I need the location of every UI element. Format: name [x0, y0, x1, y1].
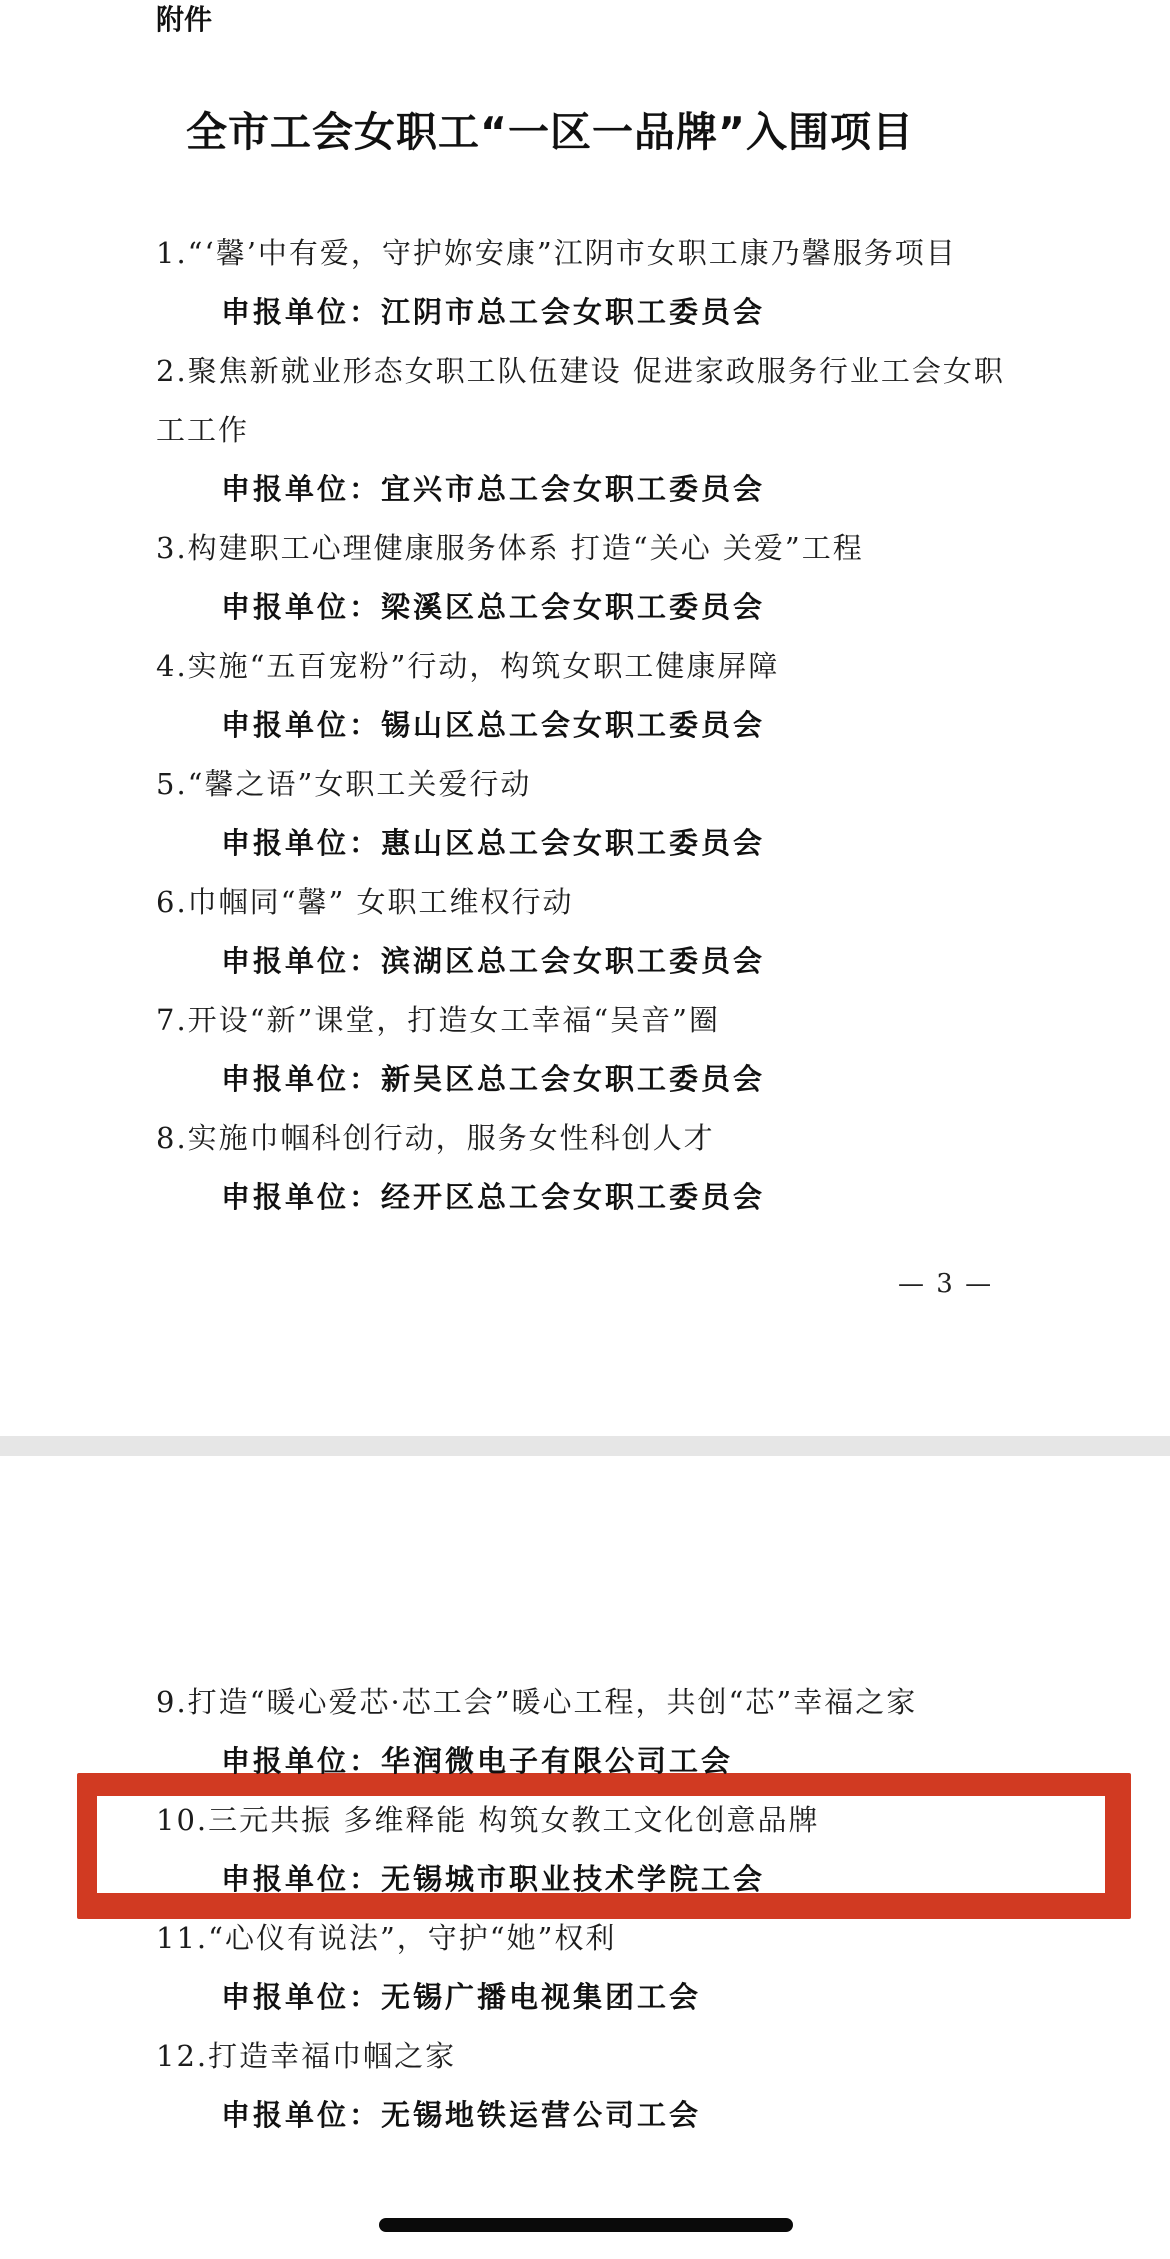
item-3-unit: 申报单位：梁溪区总工会女职工委员会	[221, 590, 766, 624]
item-4-title: 4.实施“五百宠粉”行动，构筑女职工健康屏障	[156, 649, 780, 683]
attachment-label: 附件	[156, 3, 213, 36]
item-2-unit: 申报单位：宜兴市总工会女职工委员会	[221, 472, 766, 506]
item-2-title: 2.聚焦新就业形态女职工队伍建设 促进家政服务行业工会女职	[156, 354, 1005, 388]
item-1-title: 1.“‘馨’中有爱，守护妳安康”江阴市女职工康乃馨服务项目	[156, 236, 957, 270]
item-10-unit: 申报单位：无锡城市职业技术学院工会	[221, 1862, 766, 1896]
item-5-unit: 申报单位：惠山区总工会女职工委员会	[221, 826, 766, 860]
document-title: 全市工会女职工“一区一品牌”入围项目	[186, 108, 914, 156]
home-indicator[interactable]	[379, 2218, 793, 2232]
item-2-title-cont: 工工作	[156, 413, 250, 447]
item-8-title: 8.实施巾帼科创行动，服务女性科创人才	[156, 1121, 715, 1155]
item-10-title: 10.三元共振 多维释能 构筑女教工文化创意品牌	[156, 1803, 820, 1837]
item-1-unit: 申报单位：江阴市总工会女职工委员会	[221, 295, 766, 329]
item-9-title: 9.打造“暖心爱芯·芯工会”暖心工程，共创“芯”幸福之家	[156, 1685, 918, 1719]
item-12-unit: 申报单位：无锡地铁运营公司工会	[221, 2098, 702, 2132]
item-5-title: 5.“馨之语”女职工关爱行动	[156, 767, 532, 801]
item-9-unit: 申报单位：华润微电子有限公司工会	[221, 1744, 734, 1778]
item-12-title: 12.打造幸福巾帼之家	[156, 2039, 457, 2073]
item-3-title: 3.构建职工心理健康服务体系 打造“关心 关爱”工程	[156, 531, 864, 565]
item-6-title: 6.巾帼同“馨” 女职工维权行动	[156, 885, 574, 919]
item-6-unit: 申报单位：滨湖区总工会女职工委员会	[221, 944, 766, 978]
item-4-unit: 申报单位：锡山区总工会女职工委员会	[221, 708, 766, 742]
item-11-unit: 申报单位：无锡广播电视集团工会	[221, 1980, 702, 2014]
item-8-unit: 申报单位：经开区总工会女职工委员会	[221, 1180, 766, 1214]
item-7-unit: 申报单位：新吴区总工会女职工委员会	[221, 1062, 766, 1096]
item-11-title: 11.“心仪有说法”，守护“她”权利	[156, 1921, 617, 1955]
page-number: — 3 —	[898, 1269, 994, 1299]
item-7-title: 7.开设“新”课堂，打造女工幸福“吴音”圈	[156, 1003, 720, 1037]
